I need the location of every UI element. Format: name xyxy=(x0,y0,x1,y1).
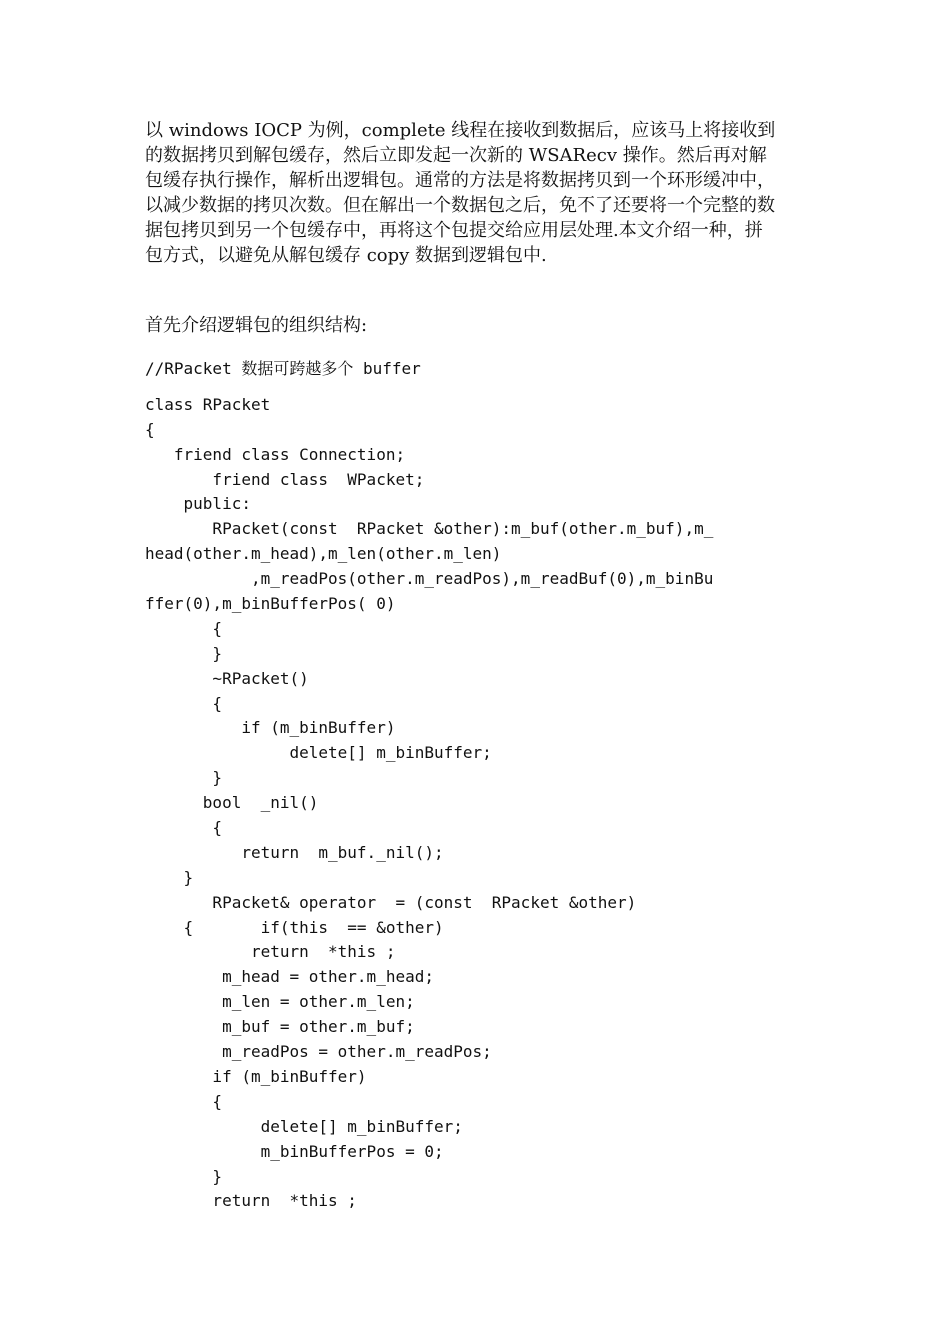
code-line: delete[] m_binBuffer; xyxy=(145,743,492,763)
code-line: m_len = other.m_len; xyxy=(145,992,415,1012)
code-line: return *this ; xyxy=(145,1191,357,1211)
code-line: { xyxy=(145,818,223,838)
intro-paragraph xyxy=(145,118,810,268)
code-block xyxy=(145,357,713,1214)
code-line: m_head = other.m_head; xyxy=(145,967,434,987)
code-line: m_binBufferPos = 0; xyxy=(145,1141,444,1161)
code-line: RPacket& operator = (const RPacket &other) xyxy=(145,892,637,912)
intro-line: 据包拷贝到另一个包缓存中，再将这个包提交给应用层处理.本文介绍一种，拼 xyxy=(145,220,763,241)
code-line: m_buf = other.m_buf; xyxy=(145,1017,415,1037)
code-line: public: xyxy=(145,494,251,514)
intro-line: 包方式，以避免从解包缓存 copy 数据到逻辑包中. xyxy=(145,245,547,266)
code-line: ~RPacket() xyxy=(145,668,309,688)
code-line: delete[] m_binBuffer; xyxy=(145,1116,463,1136)
intro-line: 包缓存执行操作，解析出逻辑包。通常的方法是将数据拷贝到一个环形缓冲中， xyxy=(145,170,775,191)
code-line: } xyxy=(145,643,223,663)
code-line: head(other.m_head),m_len(other.m_len) xyxy=(145,544,502,564)
code-line: return m_buf._nil(); xyxy=(145,842,444,862)
code-line: if (m_binBuffer) xyxy=(145,718,396,738)
code-line: } xyxy=(145,867,194,887)
code-line: ffer(0),m_binBufferPos( 0) xyxy=(145,594,396,614)
intro-line: 以 windows IOCP 为例，complete 线程在接收到数据后，应该马上将接收到 xyxy=(145,120,776,141)
code-line: { xyxy=(145,693,223,713)
code-line: friend class Connection; xyxy=(145,444,406,464)
code-line: class RPacket xyxy=(145,394,271,414)
code-line: } xyxy=(145,1166,223,1186)
code-line: return *this ; xyxy=(145,942,396,962)
code-line: friend class WPacket; xyxy=(145,469,425,489)
code-line: bool _nil() xyxy=(145,793,319,813)
intro-line: 的数据拷贝到解包缓存，然后立即发起一次新的 WSARecv 操作。然后再对解 xyxy=(145,145,767,166)
code-line: { xyxy=(145,419,155,439)
code-line: { if(this == &other) xyxy=(145,917,444,937)
code-comment-line: //RPacket 数据可跨越多个 buffer xyxy=(145,359,421,378)
section-heading: 首先介绍逻辑包的组织结构: xyxy=(145,315,368,336)
code-line: { xyxy=(145,1091,223,1111)
code-line: m_readPos = other.m_readPos; xyxy=(145,1042,492,1062)
code-line: } xyxy=(145,768,223,788)
code-line: RPacket(const RPacket &other):m_buf(other.m_buf),m_ xyxy=(145,519,714,539)
code-line: { xyxy=(145,618,223,638)
code-line: ,m_readPos(other.m_readPos),m_readBuf(0),m_binBu xyxy=(145,569,714,589)
code-line: if (m_binBuffer) xyxy=(145,1066,367,1086)
intro-line: 以减少数据的拷贝次数。但在解出一个数据包之后，免不了还要将一个完整的数 xyxy=(145,195,775,216)
